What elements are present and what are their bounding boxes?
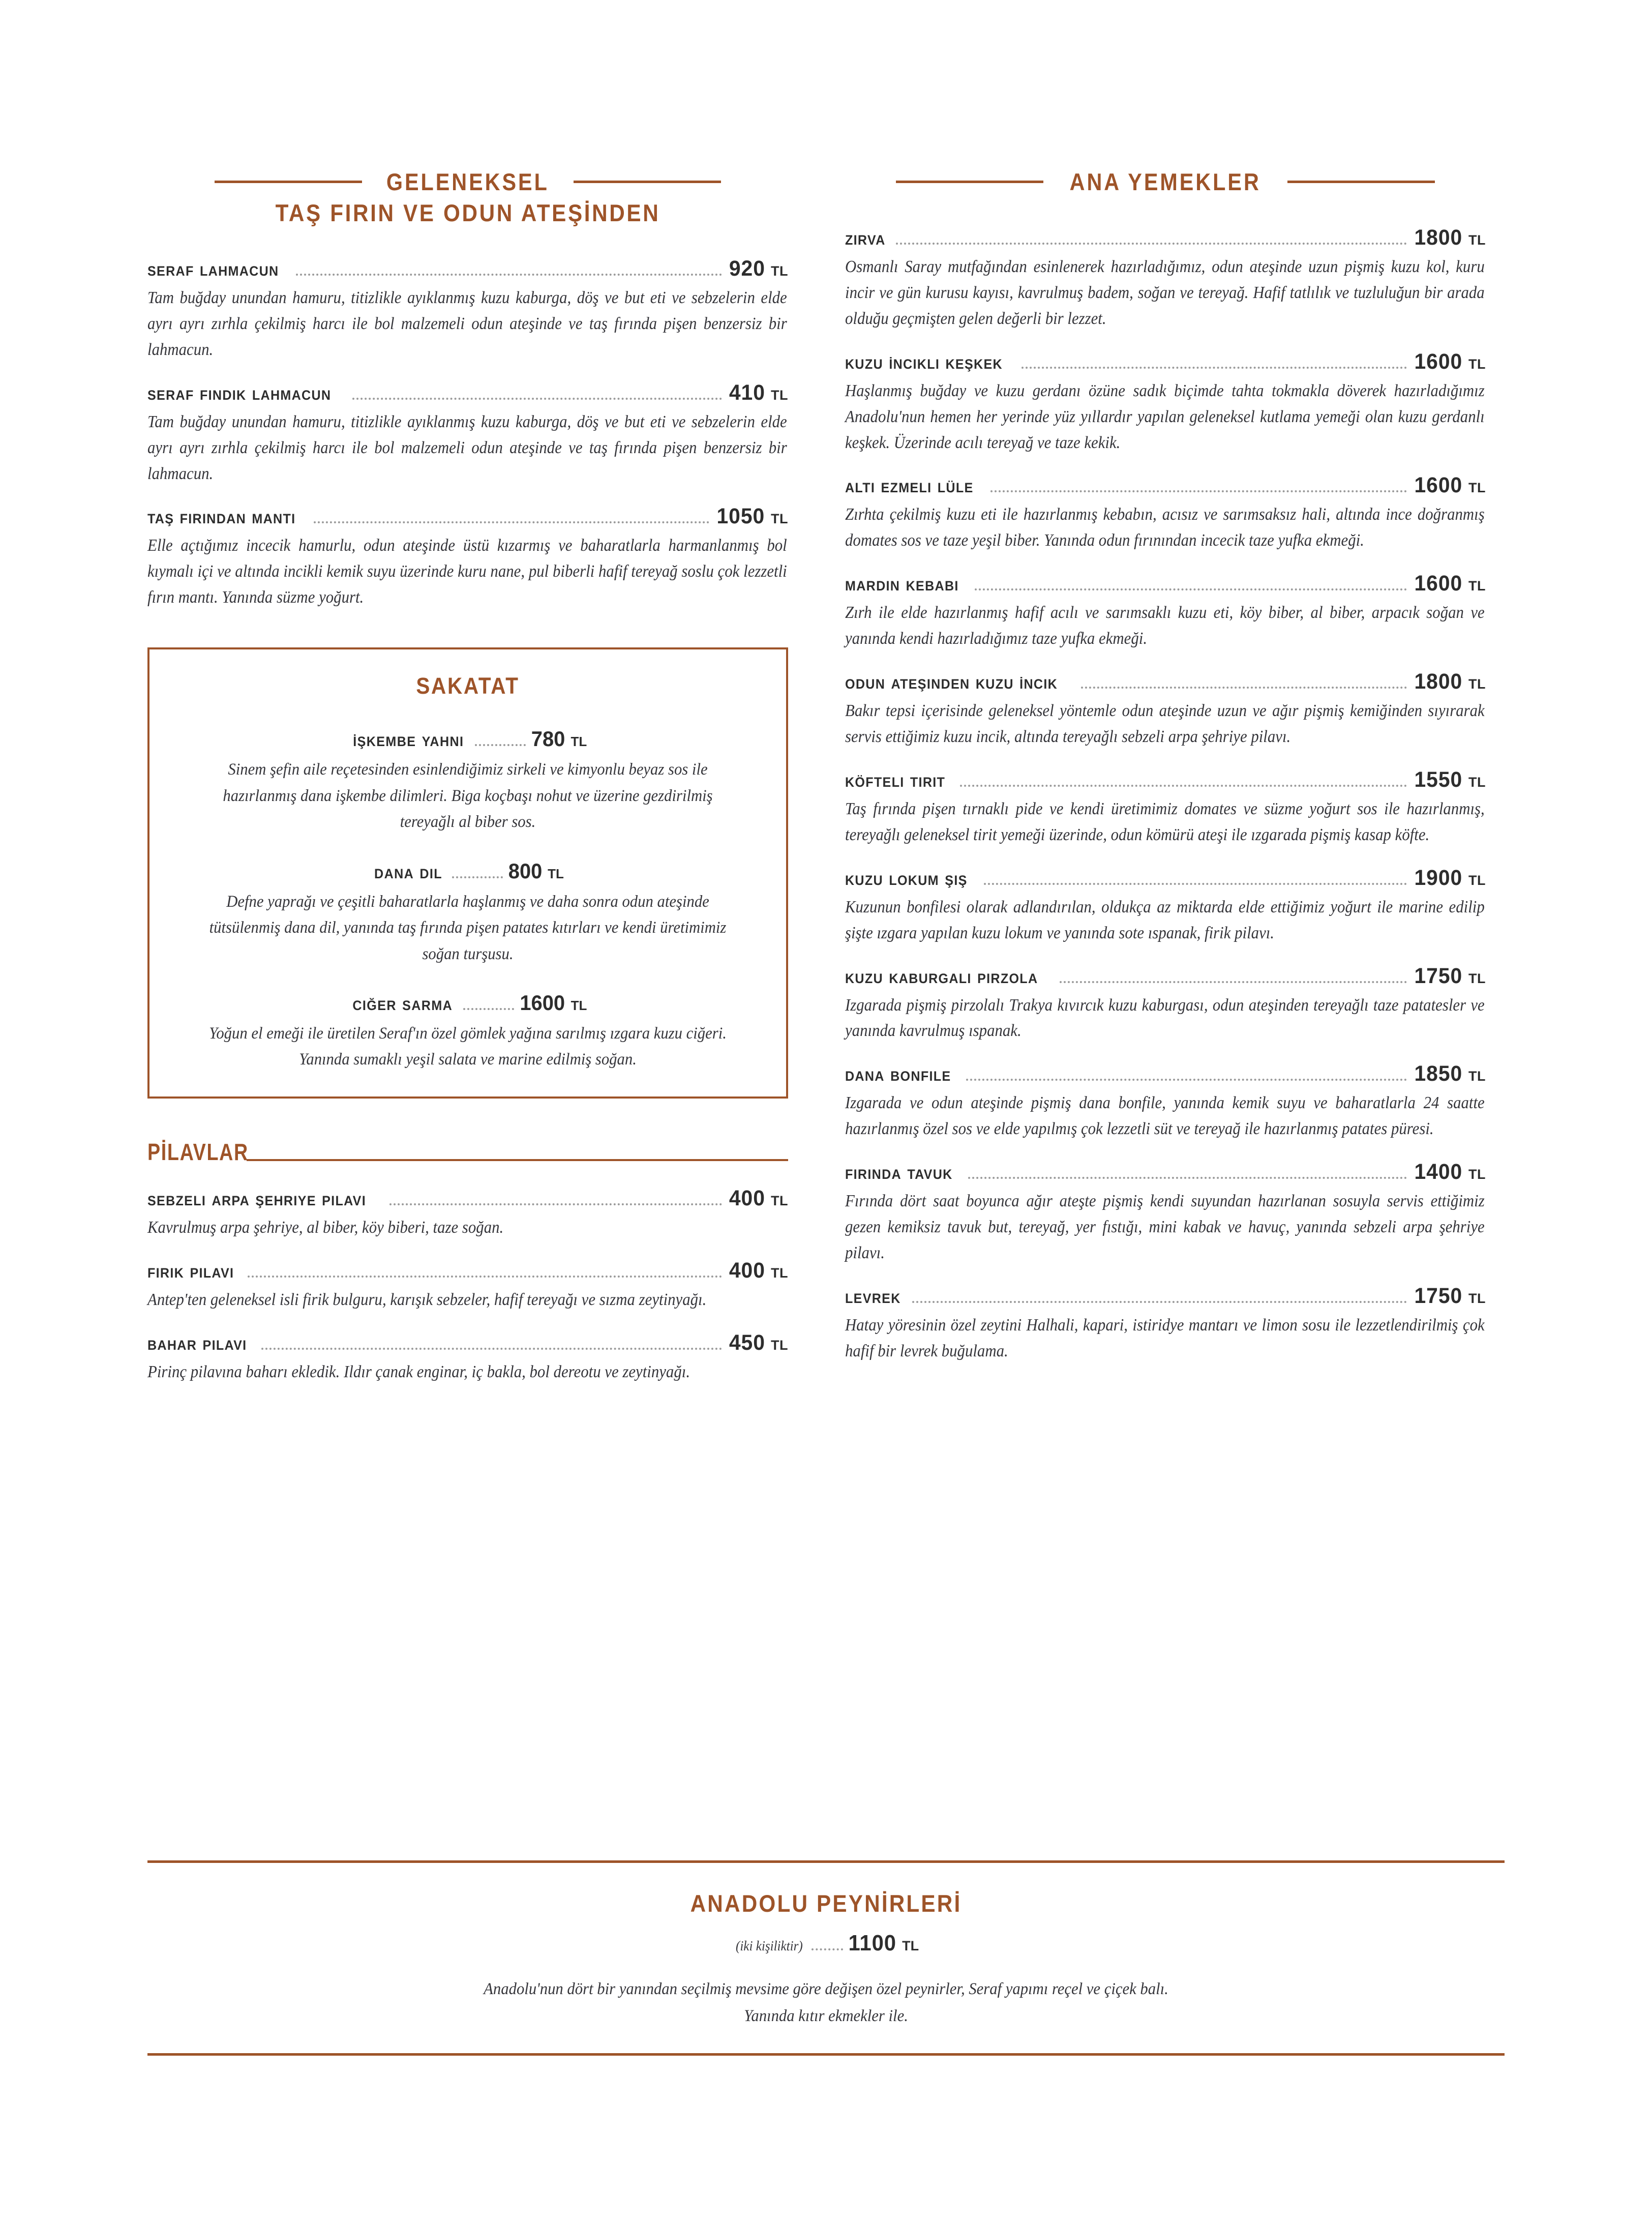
menu-item-row <box>147 256 788 282</box>
currency-label: TL <box>1468 872 1486 888</box>
menu-item-price: 1550 <box>1414 767 1463 792</box>
leader-dots <box>1081 687 1407 689</box>
menu-item-description: Tam buğday unundan hamuru, titizlikle ayıklanmış kuzu kaburga, döş ve but eti ve sebzelerin elde ayrı ayrı zırhla çekilmiş harcı ile bol malzemeli odun ateşinde ve taş fırında pişen benzersiz bir lahmacun. <box>147 412 787 483</box>
currency-label: TL <box>771 387 788 403</box>
menu-item-price: 400 <box>729 1258 766 1283</box>
menu-item-name: zirva <box>845 227 886 249</box>
menu-item[interactable] <box>845 225 1486 332</box>
menu-item-price: 400 <box>729 1185 766 1210</box>
leader-dots <box>990 490 1407 492</box>
menu-item-description: Izgarada pişmiş pirzolalı Trakya kıvırcık kuzu kaburgası, odun ateşinden tereyağlı taze patatesler ve yanında kavrulmuş ıspanak. <box>845 995 1485 1041</box>
menu-item-price: 1900 <box>1414 865 1463 890</box>
menu-item-row <box>349 991 587 1017</box>
menu-item[interactable] <box>845 1061 1486 1142</box>
menu-item-price: 1600 <box>1414 571 1463 596</box>
anadolu-peynirleri-description-line2: Yanında kıtır ekmekler ile. <box>744 2006 908 2025</box>
menu-item-row <box>845 473 1486 499</box>
leader-dots <box>912 1301 1407 1303</box>
anadolu-peynirleri-section <box>147 1860 1505 2056</box>
menu-item-description: Osmanlı Saray mutfağından esinlenerek hazırladığımız, odun ateşinde uzun pişmiş kuzu kol, kuru incir ve gün kurusu kayısı, kavrulmuş badem, soğan ve tereyağ. Hafif tatlılık ve tuzluluğun bir arada olduğu geçmişten gelen değerli bir lezzet. <box>845 257 1485 328</box>
anadolu-peynirleri-title: ANADOLU PEYNİRLERİ <box>690 1890 962 1917</box>
menu-item-name: levrek <box>845 1285 901 1308</box>
menu-item[interactable] <box>147 256 788 363</box>
menu-item-description: Antep'ten geleneksel isli firik bulguru, karışık sebzeler, hafif tereyağı ve sızma zeytinyağı. <box>147 1290 707 1309</box>
leader-dots <box>314 521 709 523</box>
menu-item-description: Zırhta çekilmiş kuzu eti ile hazırlanmış kebabın, acısız ve sarımsaksız hali, altında ince doğranmış domates sos ve taze yeşil biber. Yanında odun fırınından incecik taze yufka ekmeği. <box>845 505 1485 550</box>
menu-item-price: 1750 <box>1414 963 1463 988</box>
pilavlar-title: PİLAVLAR <box>147 1138 249 1165</box>
menu-item[interactable] <box>147 380 788 487</box>
menu-item-name: taş fırından mantı <box>147 506 296 528</box>
menu-item-name: dana dil <box>374 861 443 883</box>
menu-item-name: kuzu kaburgalı pirzola <box>845 965 1038 988</box>
leader-dots <box>960 785 1407 787</box>
menu-item-price: 780 <box>531 727 565 751</box>
leader-dots <box>966 1079 1407 1081</box>
left-column <box>147 168 788 1403</box>
leader-dots <box>475 744 526 746</box>
anadolu-peynirleri-description-line1: Anadolu'nun dört bir yanından seçilmiş mevsime göre değişen özel peynirler, Seraf yapımı reçel ve çiçek balı. <box>484 1980 1168 1998</box>
leader-dots <box>975 588 1407 590</box>
leader-dots <box>1060 981 1407 983</box>
menu-item-description: Defne yaprağı ve çeşitli baharatlarla haşlanmış ve daha sonra odun ateşinde tütsülenmiş dana dil, yanında taş fırında pişen patates kıtırları ve kendi üretimimiz soğan turşusu. <box>209 892 727 963</box>
sakatat-title: SAKATAT <box>416 673 520 699</box>
leader-dots <box>248 1276 722 1278</box>
leader-dots <box>812 1948 843 1950</box>
anadolu-peynirleri-price-row <box>733 1931 919 1957</box>
menu-item-description: Sinem şefin aile reçetesinden esinlendiğimiz sirkeli ve kimyonlu beyaz sos ile hazırlanmış dana işkembe dilimleri. Biga koçbaşı nohut ve üzerine gezdirilmiş tereyağlı al biber sos. <box>223 760 713 832</box>
menu-item[interactable] <box>845 767 1486 848</box>
serving-note: (iki kişiliktir) <box>735 1938 803 1953</box>
menu-item[interactable] <box>845 1284 1486 1365</box>
menu-item[interactable] <box>845 964 1486 1045</box>
anadolu-peynirleri-content[interactable] <box>147 1863 1505 2053</box>
menu-item-description: Bakır tepsi içerisinde geleneksel yöntemle odun ateşinde uzun ve ağır pişmiş kemiğinden sıyırarak servis ettiğimiz kuzu incik, altında tereyağlı sebzeli arpa şehriye pilavı. <box>845 701 1485 746</box>
menu-item-price: 450 <box>729 1330 766 1355</box>
leader-dots <box>261 1348 722 1350</box>
menu-item-description: Haşlanmış buğday ve kuzu gerdanı özüne sadık biçimde tahta tokmakla döverek hazırladığımız Anadolu'nun hemen her yerinde yüz yıllardır yapılan geleneksel kutlama yemeği olan kuzu gerdanlı keşkek. Üzerinde acılı tereyağ ve taze kekik. <box>845 381 1485 452</box>
menu-item-row <box>845 767 1486 793</box>
currency-label: TL <box>1468 1290 1486 1306</box>
header-rule <box>247 1159 788 1161</box>
menu-item[interactable] <box>147 1258 788 1313</box>
menu-item-row <box>845 964 1486 990</box>
menu-item-row <box>845 1284 1486 1310</box>
menu-item[interactable] <box>178 859 758 967</box>
currency-label: TL <box>1468 480 1486 496</box>
menu-item-description: Kuzunun bonfilesi olarak adlandırılan, oldukça az miktarda elde ettiğimiz yoğurt ile marine edilip şişte ızgara yapılan kuzu lokum ve yanında sote ıspanak, firik pilavı. <box>845 897 1485 942</box>
currency-label: TL <box>1468 356 1486 372</box>
menu-item[interactable] <box>178 991 758 1073</box>
menu-item-row <box>845 669 1486 695</box>
menu-item-name: seraf fındık lahmacun <box>147 382 332 404</box>
menu-item-name: kuzu i̇ncikli keşkek <box>845 351 1003 373</box>
sakatat-section <box>147 647 788 1099</box>
currency-label: TL <box>771 263 788 279</box>
menu-item-description: Yoğun el emeği ile üretilen Seraf'ın özel gömlek yağına sarılmış ızgara kuzu ciğeri. Yanında sumaklı yeşil salata ve marine edilmiş soğan. <box>209 1024 727 1069</box>
ana-yemekler-section-header <box>845 168 1486 196</box>
menu-item[interactable] <box>147 1330 788 1385</box>
menu-item-row <box>845 1061 1486 1087</box>
menu-item-name: fırında tavuk <box>845 1162 953 1184</box>
menu-item-price: 1400 <box>1414 1160 1463 1184</box>
menu-item-name: sebzeli arpa şehriye pilavı <box>147 1188 367 1210</box>
menu-item-name: mardin kebabı <box>845 573 959 596</box>
geleneksel-title-line1: GELENEKSEL <box>386 168 549 195</box>
menu-item-row <box>845 1160 1486 1185</box>
leader-dots <box>389 1203 722 1205</box>
menu-item-description: Tam buğday unundan hamuru, titizlikle ayıklanmış kuzu kaburga, döş ve but eti ve sebzelerin elde ayrı ayrı zırhla çekilmiş harcı ile bol malzemeli odun ateşinde ve taş fırında pişen benzersiz bir lahmacun. <box>147 288 787 359</box>
menu-item-row <box>845 571 1486 597</box>
menu-item-row <box>147 380 788 406</box>
menu-item-price: 410 <box>729 380 766 405</box>
menu-item-price: 1600 <box>1414 349 1463 374</box>
header-rule-right <box>574 181 721 183</box>
leader-dots <box>896 243 1407 245</box>
menu-item-price: 1750 <box>1414 1283 1463 1308</box>
menu-item-price: 920 <box>729 256 766 281</box>
menu-item-name: dana bonfile <box>845 1063 951 1086</box>
menu-item-description: Hatay yöresinin özel zeytini Halhali, kapari, istiridye mantarı ve limon sosu ile lezzetlendirilmiş çok hafif bir levrek buğulama. <box>845 1315 1485 1360</box>
menu-item[interactable] <box>147 504 788 611</box>
menu-item-description: Kavrulmuş arpa şehriye, al biber, köy biberi, taze soğan. <box>147 1218 504 1237</box>
currency-label: TL <box>1468 232 1486 248</box>
menu-item[interactable] <box>845 866 1486 946</box>
leader-dots <box>352 398 723 400</box>
menu-item[interactable] <box>178 727 758 835</box>
header-rule-left <box>215 181 362 183</box>
menu-item-row <box>147 504 788 530</box>
menu-item-price: 1800 <box>1414 225 1463 250</box>
currency-label: TL <box>570 734 587 750</box>
currency-label: TL <box>771 1193 788 1208</box>
menu-item-name: bahar pilavı <box>147 1332 247 1354</box>
menu-item-description: Zırh ile elde hazırlanmış hafif acılı ve sarımsaklı kuzu eti, köy biber, al biber, arpacık soğan ve yanında kendi hazırladığımız taze yufka ekmeği. <box>845 603 1485 648</box>
menu-item-price: 1800 <box>1414 669 1463 694</box>
currency-label: TL <box>1468 578 1486 594</box>
leader-dots <box>463 1008 514 1010</box>
menu-item-price: 1850 <box>1414 1061 1463 1086</box>
menu-item-row <box>372 859 564 885</box>
menu-item-name: firik pilavı <box>147 1260 234 1282</box>
menu-item-row <box>147 1330 788 1356</box>
menu-item-name: ciğer sarma <box>352 993 453 1015</box>
menu-columns <box>147 168 1505 1403</box>
menu-item-name: seraf lahmacun <box>147 258 279 280</box>
header-rule-right <box>1287 181 1435 183</box>
menu-item[interactable] <box>845 669 1486 750</box>
geleneksel-section-header <box>147 168 788 196</box>
currency-label: TL <box>1468 970 1486 986</box>
currency-label: TL <box>771 1265 788 1281</box>
menu-item-description: Elle açtığımız incecik hamurlu, odun ateşinde üstü kızarmış ve baharatlarla harmanlanmış bol kıymalı içi ve altında incikli kemik suyu üzerinde kuru nane, pul biberli hafif tereyağ soslu çok lezzetli fırın mantı. Yanında süzme yoğurt. <box>147 536 787 607</box>
menu-item-description: Izgarada ve odun ateşinde pişmiş dana bonfile, yanında kemik suyu ve baharatlarla 24 saatte hazırlanmış özel sos ve elde yapılmış çok lezzetli süt ve tereyağ ile hazırlanmış patates püresi. <box>845 1093 1485 1139</box>
ana-yemekler-title: ANA YEMEKLER <box>1069 168 1261 195</box>
menu-item[interactable] <box>845 473 1486 554</box>
currency-label: TL <box>1468 1069 1486 1084</box>
currency-label: TL <box>1468 676 1486 692</box>
currency-label: TL <box>1468 1167 1486 1182</box>
pilavlar-section-header <box>147 1138 788 1166</box>
menu-item[interactable] <box>147 1186 788 1241</box>
menu-item-price: 1050 <box>716 504 765 529</box>
menu-item-price: 800 <box>508 858 543 883</box>
leader-dots <box>968 1177 1407 1179</box>
currency-label: TL <box>1468 774 1486 790</box>
currency-label: TL <box>902 1938 919 1953</box>
menu-item[interactable] <box>845 571 1486 652</box>
menu-item-description: Taş fırında pişen tırnaklı pide ve kendi üretimimiz domates ve süzme yoğurt sos ile hazırlanmış, tereyağlı geleneksel tirit yemeği üzerinde, odun kömürü ateşi ile ızgarada pişmiş kasap köfte. <box>845 799 1485 844</box>
header-rule-left <box>896 181 1043 183</box>
anadolu-peynirleri-price: 1100 <box>848 1931 896 1955</box>
menu-item-name: odun ateşinden kuzu i̇ncik <box>845 671 1058 694</box>
menu-item[interactable] <box>845 349 1486 456</box>
leader-dots <box>984 883 1407 885</box>
divider-bottom <box>147 2053 1505 2056</box>
currency-label: TL <box>548 866 564 881</box>
menu-item-description: Pirinç pilavına baharı ekledik. Ildır çanak enginar, iç bakla, bol dereotu ve zeytinyağı. <box>147 1362 690 1381</box>
leader-dots <box>452 876 503 878</box>
currency-label: TL <box>570 997 587 1013</box>
right-column <box>845 168 1486 1382</box>
menu-item-name: kuzu lokum şiş <box>845 867 968 890</box>
currency-label: TL <box>771 511 788 527</box>
menu-item-row <box>845 349 1486 375</box>
menu-item-name: i̇şkembe yahni <box>352 729 464 751</box>
leader-dots <box>1022 367 1407 369</box>
menu-item-row <box>147 1186 788 1212</box>
menu-item-row <box>349 727 587 753</box>
menu-item-name: altı ezmeli lüle <box>845 475 974 497</box>
menu-item-name: köfteli tirit <box>845 769 946 791</box>
menu-item[interactable] <box>845 1160 1486 1266</box>
geleneksel-title-line2: TAŞ FIRIN VE ODUN ATEŞİNDEN <box>275 199 660 226</box>
leader-dots <box>296 274 722 276</box>
menu-item-description: Fırında dört saat boyunca ağır ateşte pişmiş kendi suyundan hazırlanan sosuyla servis ettiğimiz gezen kemiksiz tavuk but, tereyağ, yer fıstığı, mini kabak ve havuç, yanında sebzeli arpa şehriye pilavı. <box>845 1192 1485 1262</box>
menu-item-row <box>845 866 1486 892</box>
currency-label: TL <box>771 1337 788 1353</box>
menu-item-row <box>845 225 1486 251</box>
menu-item-price: 1600 <box>520 990 565 1015</box>
menu-item-price: 1600 <box>1414 473 1463 498</box>
menu-item-row <box>147 1258 788 1284</box>
